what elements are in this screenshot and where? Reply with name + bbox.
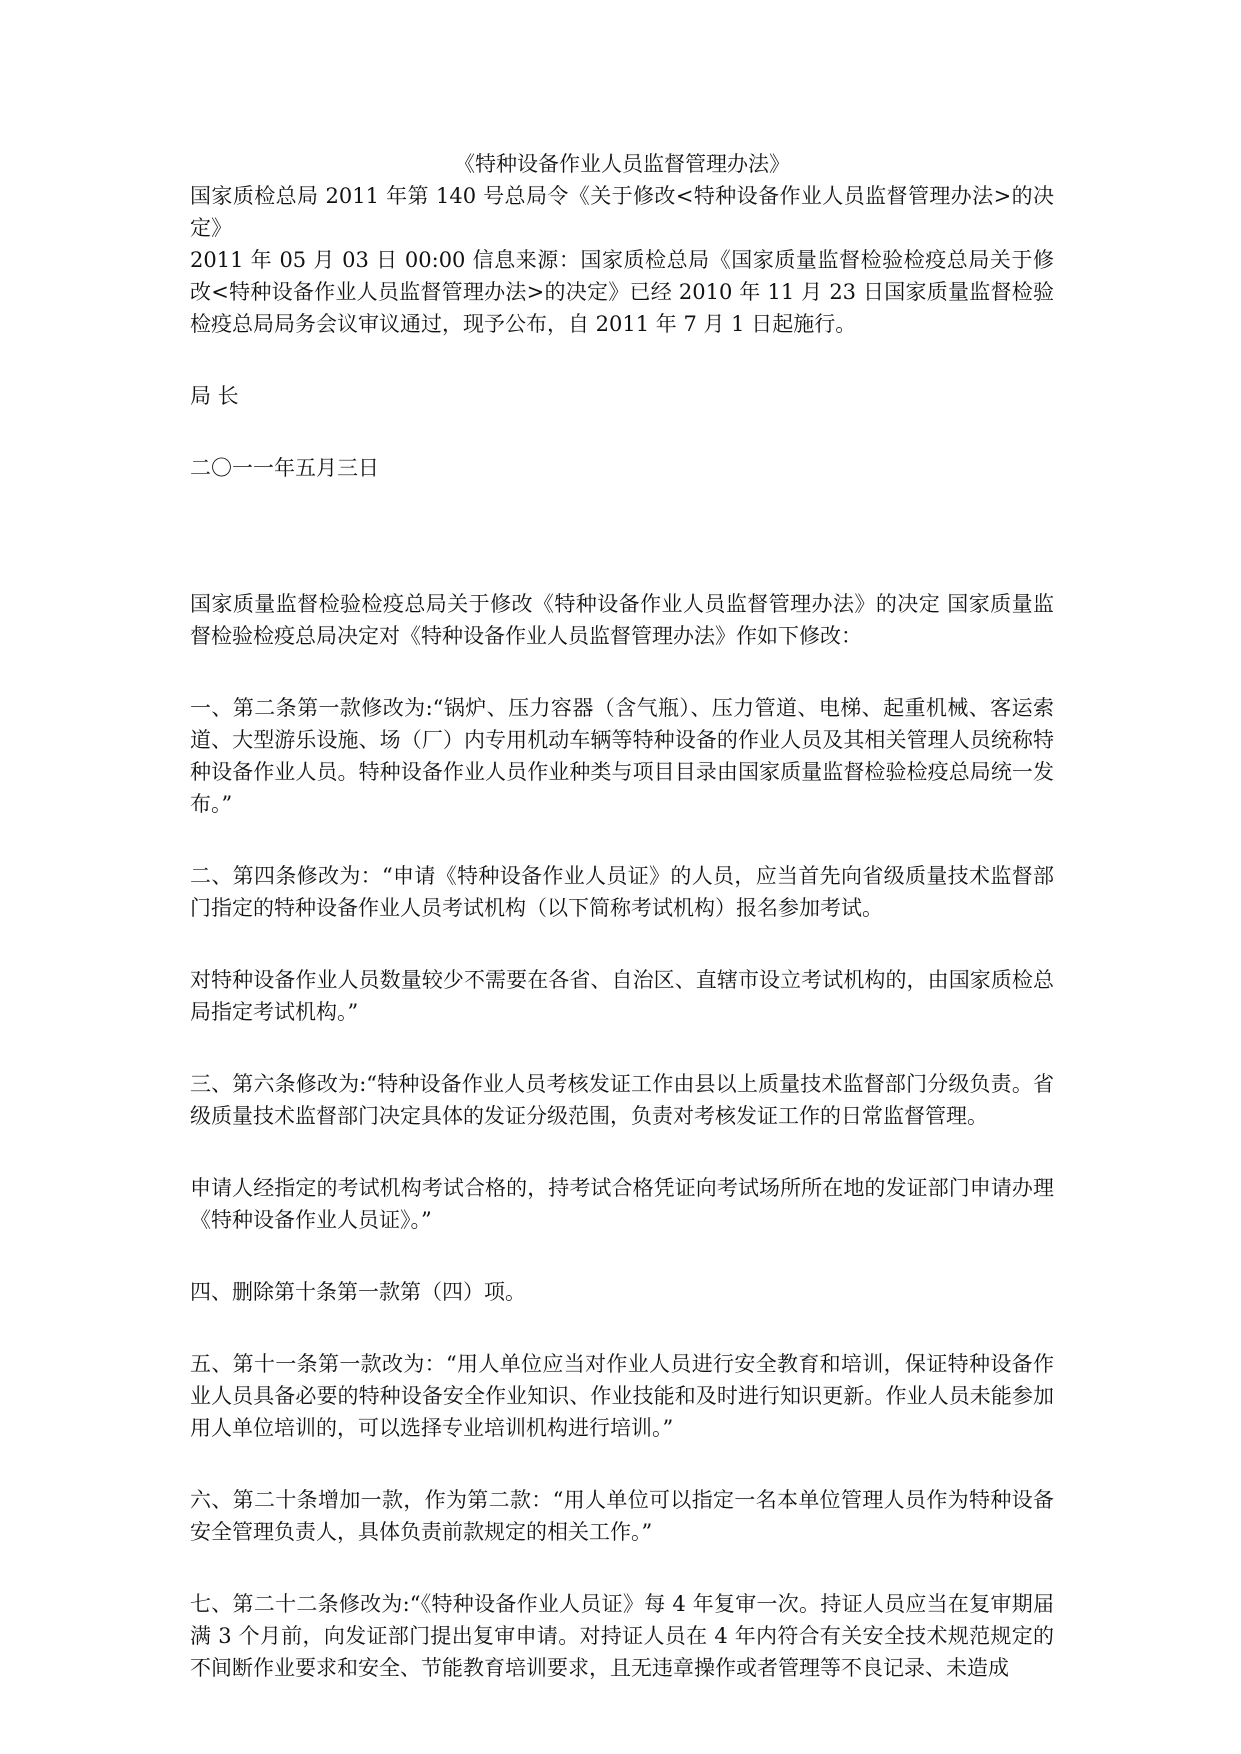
amendment-paragraph: 六、第二十条增加一款，作为第二款：“用人单位可以指定一名本单位管理人员作为特种设备安全管理负责人，具体负责前款规定的相关工作。” (190, 1488, 1054, 1544)
amendment-paragraph: 三、第六条修改为:“特种设备作业人员考核发证工作由县以上质量技术监督部门分级负责。省级质量技术监督部门决定具体的发证分级范围，负责对考核发证工作的日常监督管理。 (190, 1072, 1054, 1128)
amendment-paragraph: 四、删除第十条第一款第（四）项。 (190, 1280, 526, 1304)
amendment-paragraph: 五、第十一条第一款改为：“用人单位应当对作业人员进行安全教育和培训，保证特种设备作业人员具备必要的特种设备安全作业知识、作业技能和及时进行知识更新。作业人员未能参加用人单位培训的，可以选择专业培训机构进行培训。” (190, 1352, 1054, 1440)
amendment-paragraph: 一、第二条第一款修改为:“锅炉、压力容器（含气瓶）、压力管道、电梯、起重机械、客运索道、大型游乐设施、场（厂）内专用机动车辆等特种设备的作业人员及其相关管理人员统称特种设备作业人员。特种设备作业人员作业种类与项目目录由国家质量监督检验检疫总局统一发布。” (190, 696, 1054, 816)
decision-intro: 国家质量监督检验检疫总局关于修改《特种设备作业人员监督管理办法》的决定 国家质量监督检验检疫总局决定对《特种设备作业人员监督管理办法》作如下修改： (190, 592, 1054, 648)
document-title: 《特种设备作业人员监督管理办法》 (454, 152, 790, 176)
amendment-paragraph: 对特种设备作业人员数量较少不需要在各省、自治区、直辖市设立考试机构的，由国家质检总局指定考试机构。” (190, 968, 1054, 1024)
amendment-paragraph: 申请人经指定的考试机构考试合格的，持考试合格凭证向考试场所所在地的发证部门申请办理《特种设备作业人员证》。” (190, 1176, 1054, 1232)
signatory: 局 长 (190, 384, 239, 408)
publication-info: 2011 年 05 月 03 日 00:00 信息来源：国家质检总局《国家质量监督检验检疫总局关于修改<特种设备作业人员监督管理办法>的决定》已经 2010 年 11 月 23 日国家质量监督检验检疫总局局务会议审议通过，现予公布，自 2011 年 7 月 1 日起施行。 (190, 248, 1054, 336)
amendment-paragraph: 七、第二十二条修改为:“《特种设备作业人员证》每 4 年复审一次。持证人员应当在复审期届满 3 个月前，向发证部门提出复审申请。对持证人员在 4 年内符合有关安全技术规范规定的不间断作业要求和安全、节能教育培训要求，且无违章操作或者管理等不良记录、未造成 (190, 1592, 1054, 1680)
amendment-paragraph: 二、第四条修改为：“申请《特种设备作业人员证》的人员，应当首先向省级质量技术监督部门指定的特种设备作业人员考试机构（以下简称考试机构）报名参加考试。 (190, 864, 1054, 920)
order-reference: 国家质检总局 2011 年第 140 号总局令《关于修改<特种设备作业人员监督管理办法>的决定》 (190, 184, 1054, 240)
issue-date: 二〇一一年五月三日 (190, 456, 379, 480)
document-body (190, 148, 1054, 1684)
